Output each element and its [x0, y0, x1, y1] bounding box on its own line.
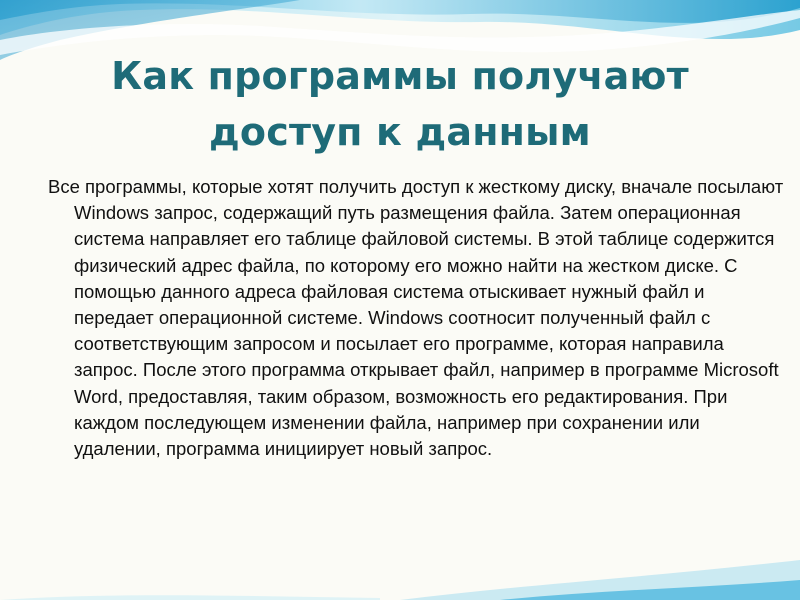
- page-title: [0, 48, 800, 160]
- title-line-2: доступ к данным: [209, 110, 591, 154]
- body-paragraph: Все программы, которые хотят получить доступ к жесткому диску, вначале посылают Windows запрос, содержащий путь размещения файла. Затем операционная система направляет его таблице файловой системы. В этой таблице содержится физический адрес файла, по которому его можно найти на жестком диске. С помощью данного адреса файловая система отыскивает нужный файл и передает операционной системе. Windows соотносит полученный файл с соответствующим запросом и посылает его программе, которая направила запрос. После этого программа открывает файл, например в программе Microsoft Word, предоставляя, таким образом, возможность его редактирования. При каждом последующем изменении файла, например при сохранении или удалении, программа инициирует новый запрос.: [48, 176, 784, 460]
- title-line-1: Как программы получают: [111, 54, 689, 98]
